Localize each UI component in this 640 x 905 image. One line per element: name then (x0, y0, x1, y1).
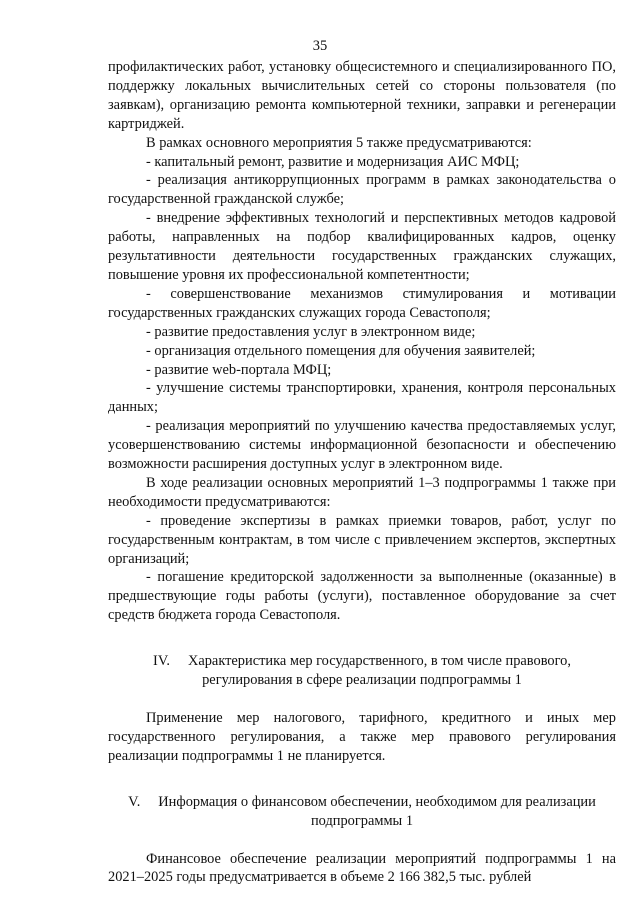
paragraph: В рамках основного мероприятия 5 также предусматриваются: (146, 134, 532, 151)
document-body (108, 58, 616, 887)
list-item: - реализация мероприятий по улучшению качества предоставляемых услуг, усовершенствованию системы информационной безопасности и обеспечению возможности расширения доступных услуг в электронном виде. (108, 418, 616, 473)
section-v-heading-line2: подпрограммы 1 (310, 812, 414, 829)
list-item: - развитие web-портала МФЦ; (146, 361, 332, 378)
list-item: - внедрение эффективных технологий и перспективных методов кадровой работы, направленных на подбор квалифицированных кадров, оценку результативности деятельности государственных гражданских служащих, повышение уровня их профессиональной компетентности; (108, 210, 616, 283)
list-item: - развитие предоставления услуг в электронном виде; (146, 323, 476, 340)
paragraph: профилактических работ, установку общесистемного и специализированного ПО, поддержку локальных вычислительных сетей со стороны пользователя (по заявкам), организацию ремонта компьютерной техники, заправки и регенерации картриджей. (108, 59, 616, 132)
list-item: - проведение экспертизы в рамках приемки товаров, работ, услуг по государственным контрактам, в том числе с привлечением экспертов, экспертных организаций; (108, 512, 616, 567)
paragraph: В ходе реализации основных мероприятий 1–3 подпрограммы 1 также при необходимости предусматриваются: (108, 474, 616, 510)
section-v-heading-line1: V. Информация о финансовом обеспечении, необходимом для реализации (128, 793, 596, 810)
section-v (108, 793, 616, 888)
list-item: - совершенствование механизмов стимулирования и мотивации государственных гражданских служащих города Севастополя; (108, 285, 616, 321)
section-iv-heading-line2: регулирования в сфере реализации подпрограммы 1 (202, 672, 522, 689)
page-number: 35 (312, 38, 328, 54)
section-v-paragraph: Финансовое обеспечение реализации мероприятий подпрограммы 1 на 2021–2025 годы предусматривается в объеме 2 166 382,5 тыс. рублей (108, 850, 616, 886)
section-iv-paragraph: Применение мер налогового, тарифного, кредитного и иных мер государственного регулирования, а также мер правового регулирования реализации подпрограммы 1 не планируется. (108, 710, 616, 764)
list-item: - улучшение системы транспортировки, хранения, контроля персональных данных; (108, 380, 616, 416)
section-iv-heading-line1: IV. Характеристика мер государственного, в том числе правового, (153, 653, 571, 670)
list-item: - реализация антикоррупционных программ в рамках законодательства о государственной гражданской службе; (108, 172, 616, 208)
list-item: - организация отдельного помещения для обучения заявителей; (146, 342, 536, 359)
list-item: - капитальный ремонт, развитие и модернизация АИС МФЦ; (146, 153, 520, 170)
list-item: - погашение кредиторской задолженности за выполненные (оказанные) в предшествующие годы работы (услуги), поставленное оборудование за счет средств бюджета города Севастополя. (108, 569, 616, 624)
section-iv (108, 652, 616, 766)
block-subprogram-measures (108, 58, 616, 625)
